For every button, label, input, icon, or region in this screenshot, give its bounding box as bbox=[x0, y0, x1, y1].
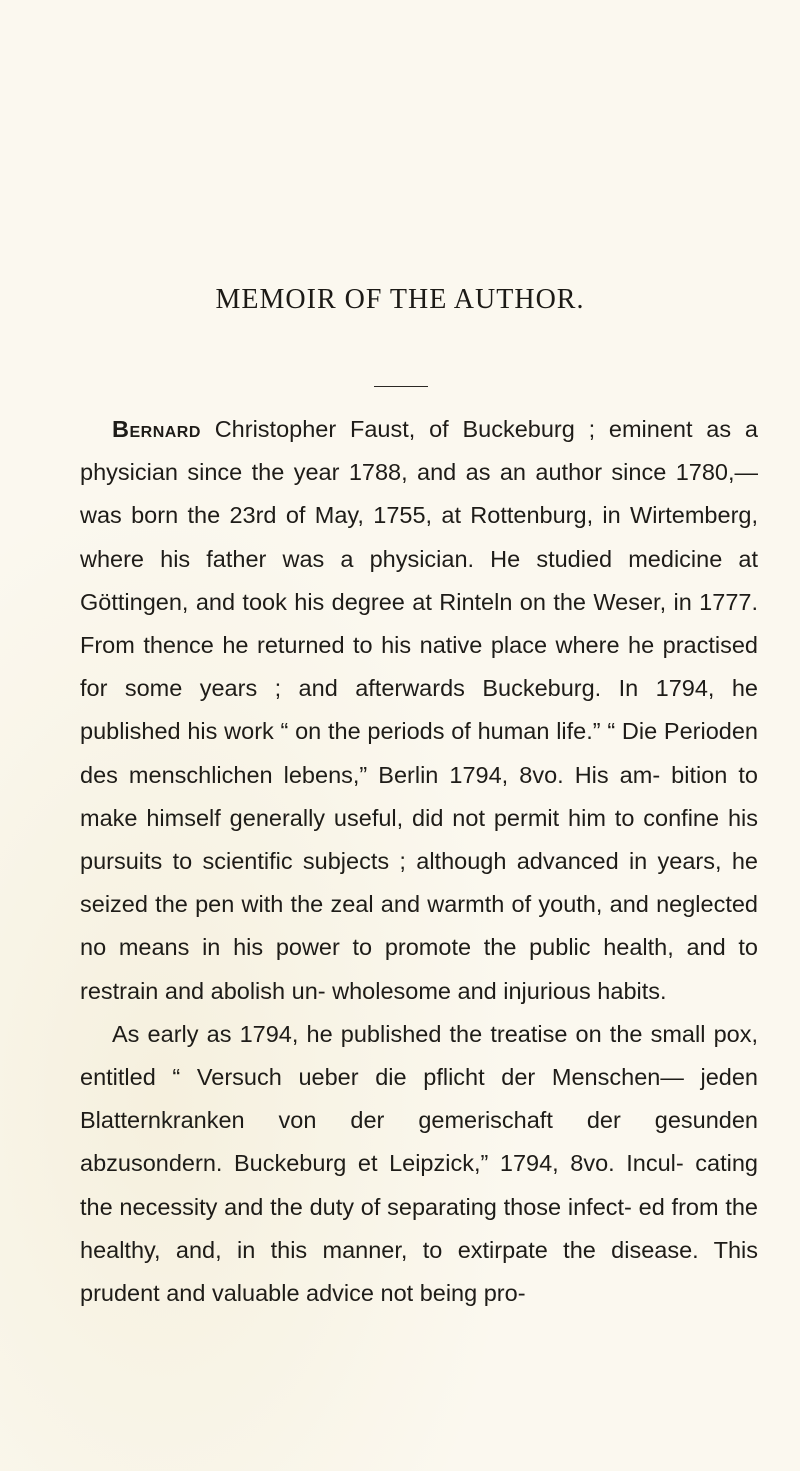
memoir-body bbox=[80, 408, 758, 1315]
paragraph-lead-word: Bernard bbox=[112, 416, 201, 442]
paragraph-2 bbox=[80, 1013, 758, 1315]
title-divider bbox=[374, 386, 428, 387]
page-title: MEMOIR OF THE AUTHOR. bbox=[215, 284, 585, 315]
paragraph-text: As early as 1794, he published the treatise on the small pox, entitled “ Versuch ueber die pflicht der Menschen— jeden Blatternkranken von der gemerischaft der gesunden abzusondern. Buckeburg et Leipzick,” 1794, 8vo. Incul- cating the necessity and the duty of separating those infect- ed from the healthy, and, in this manner, to extirpate the disease. This prudent and valuable advice not being pro- bbox=[80, 1020, 758, 1307]
paragraph-1 bbox=[80, 408, 758, 1013]
paragraph-text: Christopher Faust, of Buckeburg ; eminent as a physician since the year 1788, and as an author since 1780,—was born the 23rd of May, 1755, at Rottenburg, in Wirtemberg, where his father was a physician. He studied medicine at Göttingen, and took his degree at Rinteln on the Weser, in 1777. From thence he returned to his native place where he practised for some years ; and afterwards Buckeburg. In 1794, he published his work “ on the periods of human life.” “ Die Perioden des menschlichen lebens,” Berlin 1794, 8vo. His am- bition to make himself generally useful, did not permit him to confine his pursuits to scientific subjects ; although advanced in years, he seized the pen with the zeal and warmth of youth, and neglected no means in his power to promote the public health, and to restrain and abolish un- wholesome and injurious habits. bbox=[80, 416, 758, 1004]
